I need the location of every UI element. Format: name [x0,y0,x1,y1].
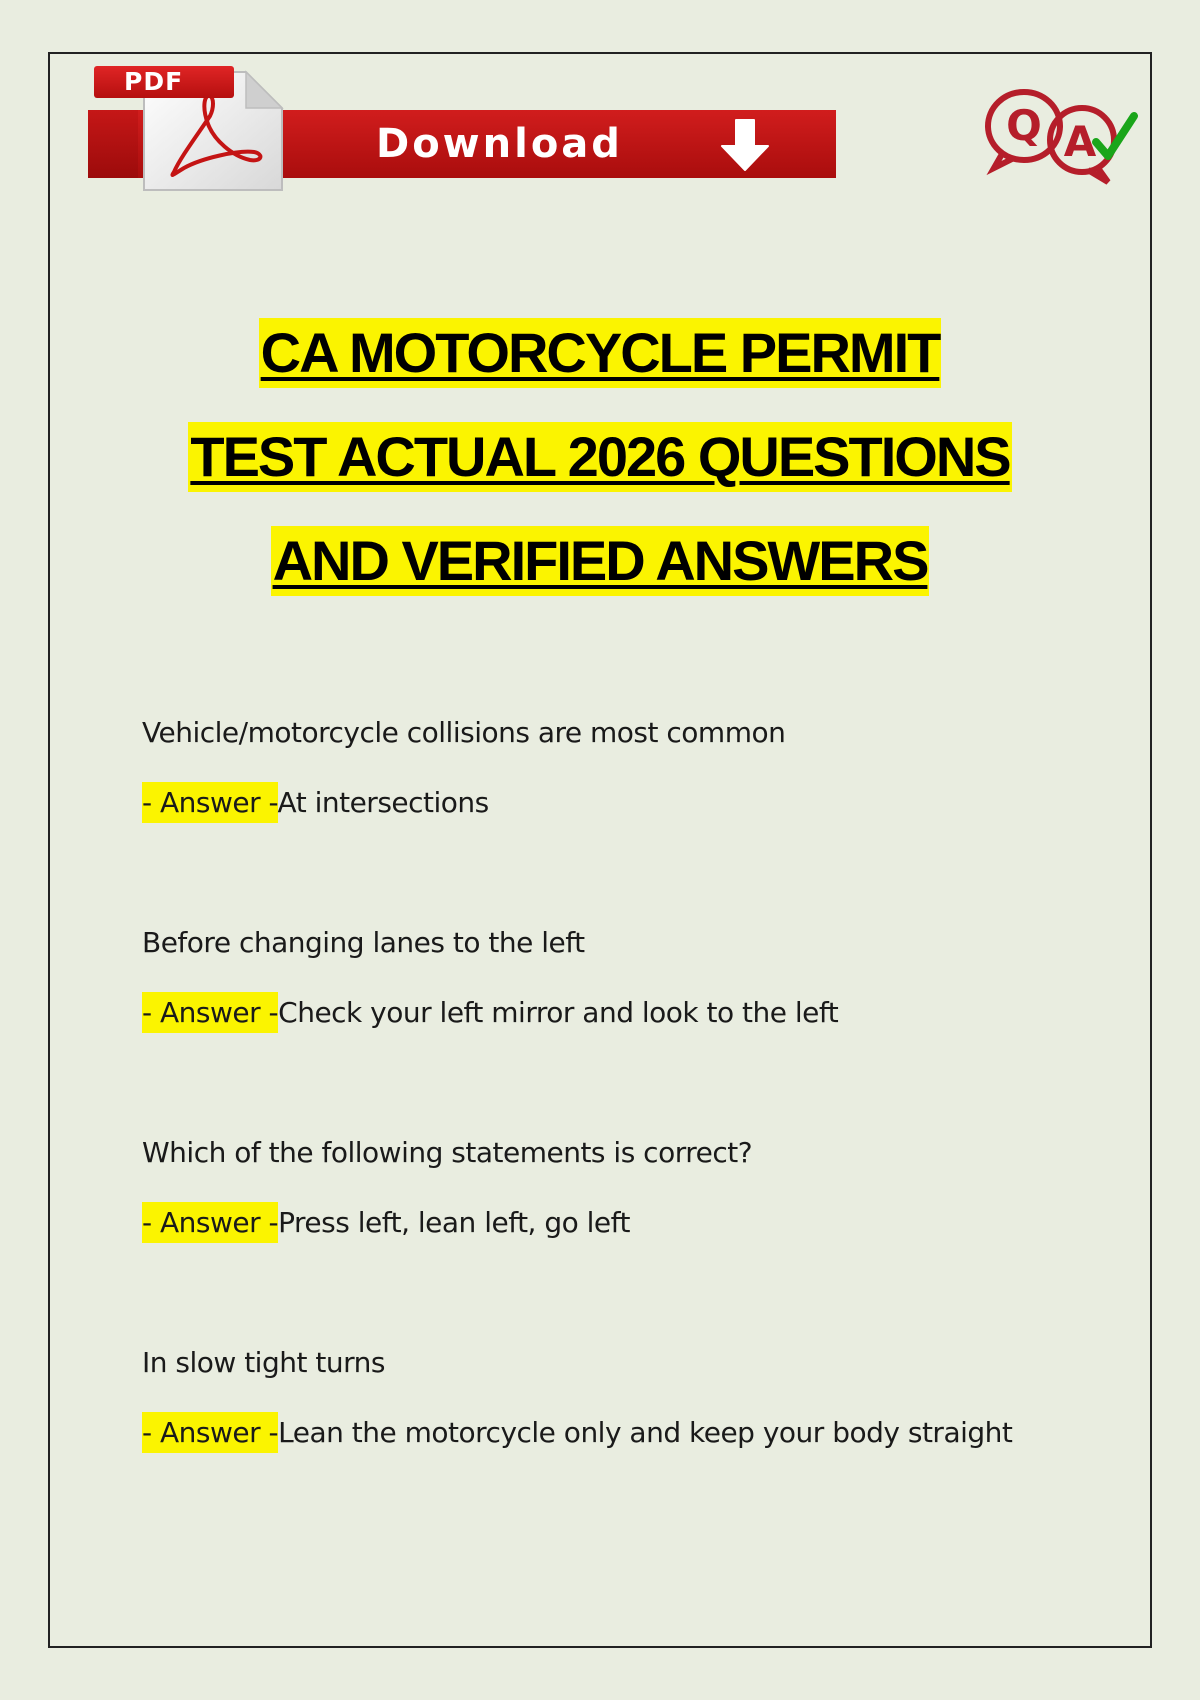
answer-text: Press left, lean left, go left [278,1206,630,1239]
answer-text: At intersections [277,786,489,819]
pdf-download-banner[interactable] [88,66,836,188]
qa-item [142,1340,1102,1550]
title-line: TEST ACTUAL 2026 QUESTIONS [60,422,1140,494]
qa-item [142,710,1102,920]
pdf-label: PDF [94,66,234,98]
answer-prefix: - Answer - [142,1412,278,1453]
answer-prefix: - Answer - [142,782,278,823]
answer-prefix: - Answer - [142,1202,278,1243]
title-line: AND VERIFIED ANSWERS [60,526,1140,598]
qa-list [142,710,1102,1550]
question-text: Vehicle/motorcycle collisions are most common [142,716,786,749]
answer-prefix: - Answer - [142,992,278,1033]
download-label: Download [376,121,623,167]
qa-logo-icon [980,82,1140,188]
question-text: Which of the following statements is correct? [142,1136,753,1169]
question-text: Before changing lanes to the left [142,926,585,959]
download-arrow-icon [716,116,774,174]
question-text: In slow tight turns [142,1346,385,1379]
banner-bar-left [88,110,138,178]
answer-row [142,1200,1102,1246]
logo-q-letter: Q [1006,101,1042,150]
answer-text: Lean the motorcycle only and keep your body straight [278,1416,1013,1449]
qa-item [142,1130,1102,1340]
qa-item [142,920,1102,1130]
answer-row [142,990,1102,1036]
answer-row [142,1410,1102,1456]
answer-text: Check your left mirror and look to the left [278,996,839,1029]
logo-a-letter: A [1063,117,1097,166]
title-line: CA MOTORCYCLE PERMIT [60,318,1140,390]
answer-row [142,780,1102,826]
page-title [60,318,1140,630]
